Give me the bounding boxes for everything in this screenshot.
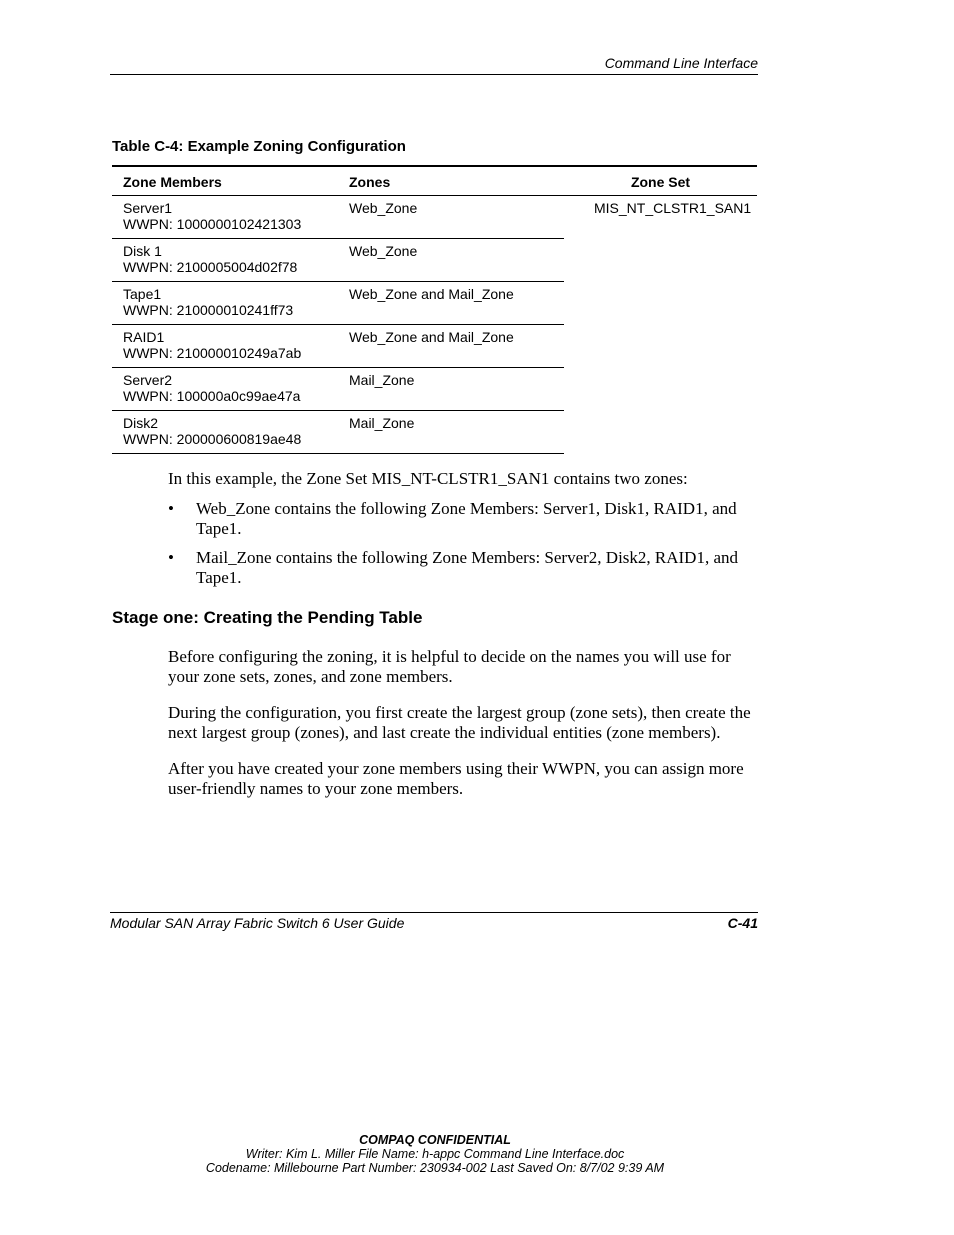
bullet-item xyxy=(168,499,760,538)
member-wwpn: WWPN: 200000600819ae48 xyxy=(123,431,302,447)
body-paragraph: During the configuration, you first create the largest group (zone sets), then create the next largest group (zones), and last create the individual entities (zone members). xyxy=(168,703,751,742)
page-number: C-41 xyxy=(727,915,758,931)
member-name: Disk2 xyxy=(123,415,159,431)
zones-cell: Web_Zone xyxy=(338,239,564,282)
header-section-title: Command Line Interface xyxy=(604,55,758,71)
bullet-text: Web_Zone contains the following Zone Members: Server1, Disk1, RAID1, and Tape1. xyxy=(196,499,737,538)
section-heading: Stage one: Creating the Pending Table xyxy=(112,608,423,627)
body-paragraph: After you have created your zone members using their WWPN, you can assign more user-friendly names to your zone members. xyxy=(168,759,744,798)
column-header-members: Zone Members xyxy=(112,166,338,196)
codename-line: Codename: Millebourne Part Number: 230934-002 Last Saved On: 8/7/02 9:39 AM xyxy=(205,1161,665,1175)
running-header xyxy=(110,55,758,75)
member-name: Disk 1 xyxy=(123,243,162,259)
zone-member-cell xyxy=(112,368,338,411)
member-wwpn: WWPN: 100000a0c99ae47a xyxy=(123,388,301,404)
member-wwpn: WWPN: 210000010249a7ab xyxy=(123,345,302,361)
writer-line: Writer: Kim L. Miller File Name: h-appc Command Line Interface.doc xyxy=(245,1147,625,1161)
member-name: Server2 xyxy=(123,372,173,388)
member-wwpn: WWPN: 2100005004d02f78 xyxy=(123,259,298,275)
table-caption: Table C-4: Example Zoning Configuration xyxy=(112,138,406,155)
confidential-label: COMPAQ CONFIDENTIAL xyxy=(359,1133,511,1147)
zone-member-cell xyxy=(112,411,338,454)
zone-member-cell xyxy=(112,239,338,282)
body-paragraph: Before configuring the zoning, it is helpful to decide on the names you will use for your zone sets, zones, and zone members. xyxy=(168,647,731,686)
column-header-zones: Zones xyxy=(338,166,564,196)
bullet-icon: • xyxy=(168,548,174,567)
zone-member-cell xyxy=(112,325,338,368)
column-header-zone-set: Zone Set xyxy=(564,166,757,196)
running-footer xyxy=(110,912,758,931)
zones-cell: Web_Zone and Mail_Zone xyxy=(338,282,564,325)
zones-cell: Mail_Zone xyxy=(338,411,564,454)
table-header-row xyxy=(112,166,757,196)
zone-set-cell: MIS_NT_CLSTR1_SAN1 xyxy=(594,200,752,216)
zones-cell: Mail_Zone xyxy=(338,368,564,411)
member-name: RAID1 xyxy=(123,329,165,345)
zone-member-cell xyxy=(112,282,338,325)
bullet-item xyxy=(168,548,760,587)
zones-cell: Web_Zone and Mail_Zone xyxy=(338,325,564,368)
confidential-block xyxy=(0,1133,870,1175)
table-row xyxy=(112,196,757,239)
member-name: Server1 xyxy=(123,200,173,216)
zones-cell: Web_Zone xyxy=(338,196,564,239)
zone-member-cell xyxy=(112,196,338,239)
member-wwpn: WWPN: 1000000102421303 xyxy=(123,216,302,232)
zoning-table xyxy=(112,165,757,454)
footer-guide-title: Modular SAN Array Fabric Switch 6 User Guide xyxy=(110,915,405,931)
member-name: Tape1 xyxy=(123,286,162,302)
bullet-icon: • xyxy=(168,499,174,518)
bullet-text: Mail_Zone contains the following Zone Members: Server2, Disk2, RAID1, and Tape1. xyxy=(196,548,739,587)
intro-paragraph: In this example, the Zone Set MIS_NT-CLSTR1_SAN1 contains two zones: xyxy=(168,469,688,488)
member-wwpn: WWPN: 210000010241ff73 xyxy=(123,302,294,318)
